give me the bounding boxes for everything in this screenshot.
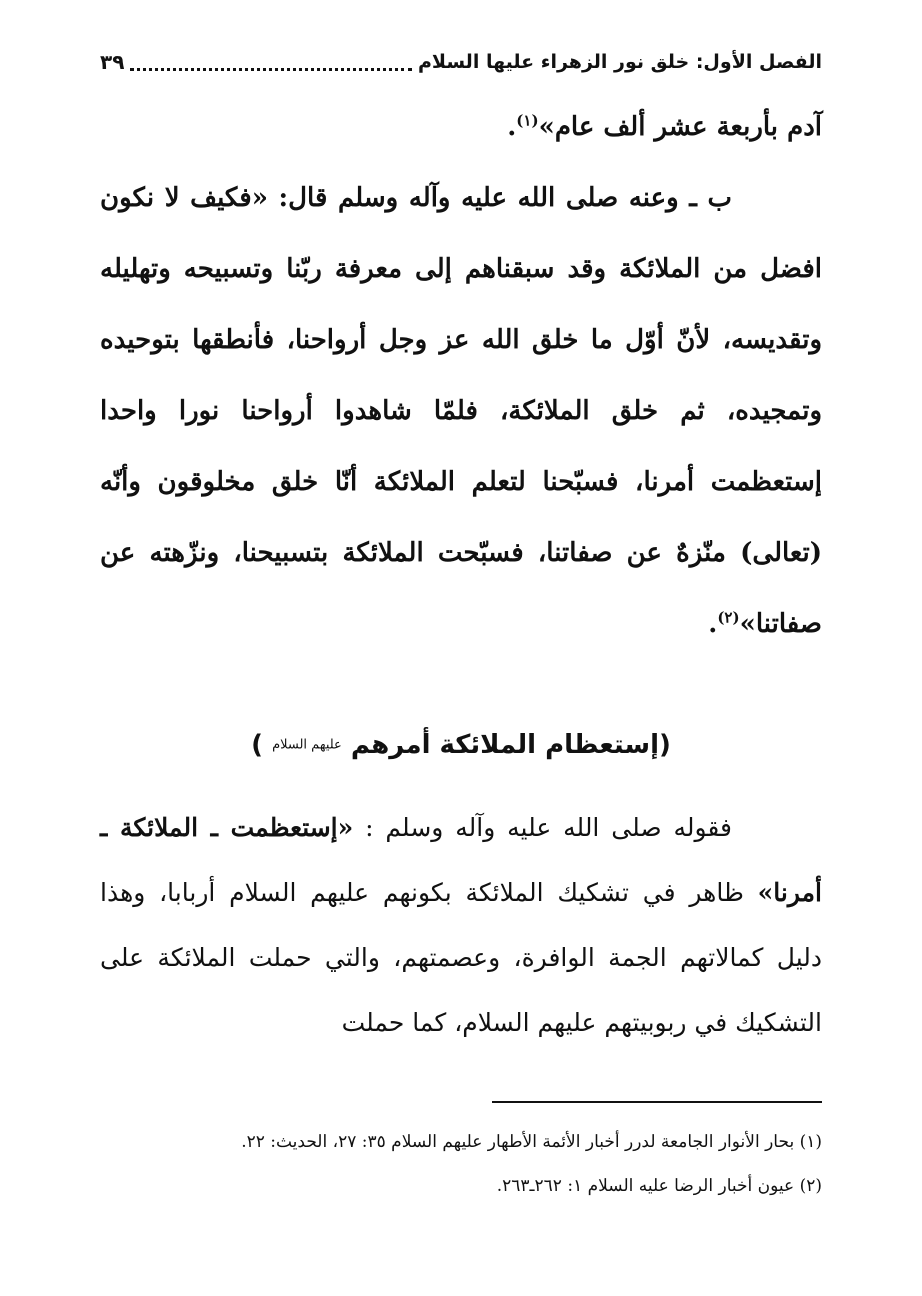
document-page: [100, 0, 822, 1296]
footnote-2: (٢) عيون أخبار الرضا عليه السلام ١: ٢٦٢ـ٢٦٣.: [496, 1176, 822, 1196]
commentary-text: [100, 795, 822, 1055]
chapter-title: الفصل الأول: خلق نور الزهراء عليها السلام: [418, 51, 822, 73]
section-heading: [100, 718, 822, 773]
section-heading-text: (إستعظام الملائكة أمرهم: [350, 730, 671, 760]
footnotes: [100, 1120, 822, 1208]
paragraph-2: [100, 163, 822, 660]
paragraph-1: [100, 92, 822, 163]
footnote-ref-1: (١): [516, 111, 539, 130]
paragraph-3-quote: «إستعظمت ـ الملائكة ـ أمرنا»: [100, 813, 822, 907]
paragraph-3: [100, 795, 822, 1055]
page-number: ٣٩: [100, 50, 125, 74]
paragraph-3-lead: فقوله صلى الله عليه وآله وسلم :: [353, 813, 732, 842]
footnote-1: (١) بحار الأنوار الجامعة لدرر أخبار الأئمة الأطهار عليهم السلام ٣٥: ٢٧، الحديث: ٢٢.: [241, 1132, 822, 1152]
main-text: [100, 92, 822, 660]
honorific-mark: عليهم السلام: [272, 737, 342, 753]
paragraph-1-text: آدم بأربعة عشر ألف عام»: [538, 112, 822, 142]
running-header: [100, 46, 822, 78]
paragraph-1-end: .: [507, 112, 517, 142]
footnote-ref-2: (٢): [717, 608, 740, 627]
footnote-separator: [492, 1101, 822, 1103]
paragraph-2-end: .: [708, 609, 718, 639]
leader-dots: [130, 54, 412, 71]
section-heading-close: ): [251, 730, 263, 760]
paragraph-2-text: ب ـ وعنه صلى الله عليه وآله وسلم قال: «فكيف لا نكون افضل من الملائكة وقد سبقناهم إلى معرفة ربّنا وتسبيحه وتهليله وتقديسه، لأنّ أوّل ما خلق الله عز وجل أرواحنا، فأنطقها بتوحيده وتمجيده، ثم خلق الملائكة، فلمّا شاهدوا أرواحنا نورا واحدا إستعظمت أمرنا، فسبّحنا لتعلم الملائكة أنّا خلق مخلوقون وأنّه (تعالى) منّزهٌ عن صفاتنا، فسبّحت الملائكة بتسبيحنا، ونزّهته عن صفاتنا»: [100, 183, 822, 639]
paragraph-3-rest: ظاهر في تشكيك الملائكة بكونهم عليهم السلام أربابا، وهذا دليل كمالاتهم الجمة الوافرة، وعصمتهم، والتي حملت الملائكة على التشكيك في ربوبيتهم عليهم السلام، كما حملت: [100, 878, 822, 1037]
